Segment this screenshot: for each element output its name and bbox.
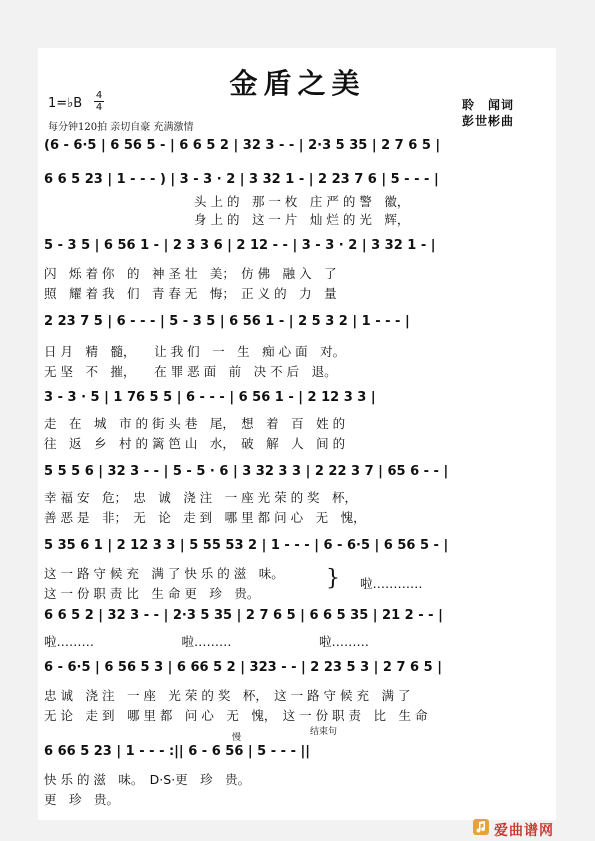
- notation-row-2: 6 6 5 23 | 1 - - - ) | 3 - 3 · 2 | 3 32 1 - | 2 23 7 6 | 5 - - - |: [44, 172, 439, 187]
- notation-row-10: 6 66 5 23 | 1 - - - :|| 6 - 6 56 | 5 - - - ||: [44, 744, 310, 759]
- lyric-row-10b: 更 珍 贵。: [44, 792, 120, 807]
- brand-logo-text: 爱曲谱网: [494, 823, 554, 839]
- meter-bottom: 4: [95, 102, 103, 113]
- lyric-row-3a: 闪 烁 着 你 的 神 圣 壮 美； 仿 佛 融 入 了: [44, 266, 337, 281]
- lyric-row-2a: 头 上 的 那 一 枚 庄 严 的 警 徽，: [44, 194, 410, 209]
- composer-credit: 彭世彬曲: [462, 114, 515, 128]
- song-title: 金盾之美: [229, 67, 366, 100]
- time-signature: [94, 90, 104, 113]
- lyric-row-2b: 身 上 的 这 一 片 灿 烂 的 光 辉，: [44, 212, 410, 227]
- notation-row-4: 2 23 7 5 | 6 - - - | 5 - 3 5 | 6 56 1 - | 2 5 3 2 | 1 - - - |: [44, 314, 410, 329]
- lyric-row-5b: 往 返 乡 村 的 篱 笆 山 水， 破 解 人 间 的: [44, 436, 346, 451]
- notation-row-9: 6 - 6·5 | 6 56 5 3 | 6 66 5 2 | 323 - - | 2 23 5 3 | 2 7 6 5 |: [44, 660, 442, 675]
- lyric-row-7a: 这 一 路 守 候 充 满 了 快 乐 的 滋 味。: [44, 566, 284, 581]
- notation-row-1: (6 - 6·5 | 6 56 5 - | 6 6 5 2 | 32 3 - - | 2·3 5 35 | 2 7 6 5 |: [44, 138, 441, 153]
- notation-row-8: 6 6 5 2 | 32 3 - - | 2·3 5 35 | 2 7 6 5 | 6 6 5 35 | 21 2 - - |: [44, 608, 443, 623]
- lyric-row-4a: 日 月 精 髓， 让 我 们 一 生 痴 心 面 对。: [44, 344, 346, 359]
- meter-top: 4: [95, 90, 103, 101]
- ending-mark: 结束句: [310, 727, 338, 737]
- lyric-row-6b: 善 恶 是 非； 无 论 走 到 哪 里 都 问 心 无 愧，: [44, 510, 366, 525]
- lyric-row-3b: 照 耀 着 我 们 青 春 无 悔； 正 义 的 力 量: [44, 286, 337, 301]
- lyricist-credit: 聆 闻词: [462, 98, 515, 112]
- lala-text: 啦…………: [360, 576, 423, 591]
- lyric-row-7b: 这 一 份 职 责 比 生 命 更 珍 贵。: [44, 586, 260, 601]
- slow-mark: 慢: [232, 733, 242, 743]
- lyric-row-6a: 幸 福 安 危； 忠 诚 浇 注 一 座 光 荣 的 奖 杯，: [44, 490, 358, 505]
- lyric-row-5a: 走 在 城 市 的 街 头 巷 尾， 想 着 百 姓 的: [44, 416, 346, 431]
- key-signature: 1=♭B: [48, 96, 83, 111]
- notation-row-3: 5 - 3 5 | 6 56 1 - | 2 3 3 6 | 2 12 - - | 3 - 3 · 2 | 3 32 1 - |: [44, 238, 436, 253]
- lyric-row-4b: 无 坚 不 摧， 在 罪 恶 面 前 决 不 后 退。: [44, 364, 337, 379]
- lyric-row-9b: 无 论 走 到 哪 里 都 问 心 无 愧， 这 一 份 职 责 比 生 命: [44, 708, 428, 723]
- music-note-icon: [472, 818, 490, 836]
- verse-brace: }: [326, 566, 340, 591]
- lyric-row-8: 啦……… 啦……… 啦………: [44, 634, 370, 649]
- lyric-row-9a: 忠 诚 浇 注 一 座 光 荣 的 奖 杯， 这 一 路 守 候 充 满 了: [44, 688, 411, 703]
- tempo-marking: 每分钟120拍 亲切自豪 充满激情: [48, 122, 194, 133]
- lyric-row-10a: 快 乐 的 滋 味。 D·S·更 珍 贵。: [44, 772, 251, 787]
- notation-row-7: 5 35 6 1 | 2 12 3 3 | 5 55 53 2 | 1 - - - | 6 - 6·5 | 6 56 5 - |: [44, 538, 449, 553]
- notation-row-5: 3 - 3 · 5 | 1 76 5 5 | 6 - - - | 6 56 1 - | 2 12 3 3 |: [44, 390, 376, 405]
- notation-row-6: 5 5 5 6 | 32 3 - - | 5 - 5 · 6 | 3 32 3 3 | 2 22 3 7 | 65 6 - - |: [44, 464, 449, 479]
